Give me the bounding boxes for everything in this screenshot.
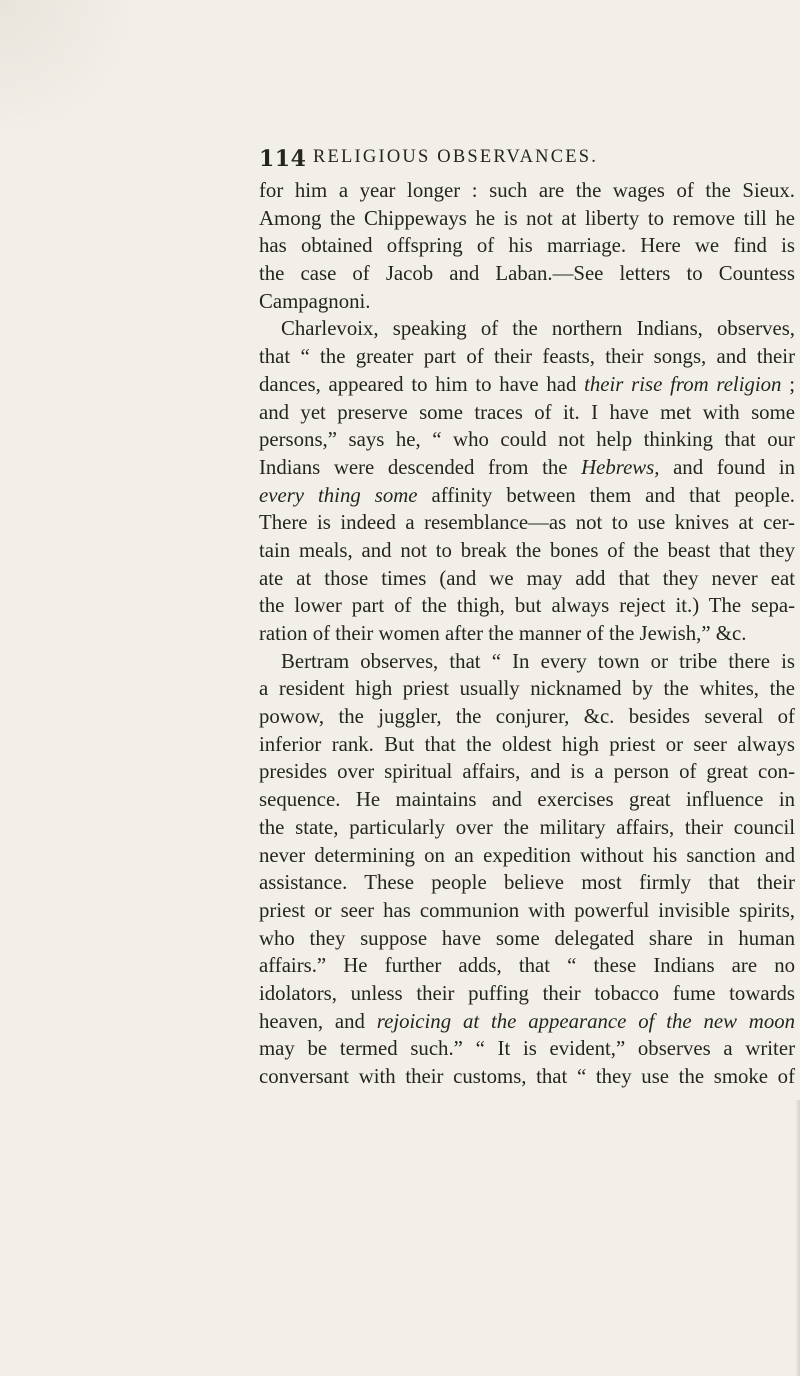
text-line: sequence. He maintains and exercises great influence in: [259, 788, 795, 812]
text-line: [259, 454, 795, 482]
page-edge: [795, 1100, 800, 1376]
text-line: Bertram observes, that “ In every town or tribe there is: [281, 649, 795, 673]
italic-phrase: rejoicing at the appearance of the new moon: [376, 1009, 796, 1033]
text-segment: dances, appeared to him to have had: [259, 372, 585, 396]
italic-phrase: every thing some: [259, 483, 418, 507]
text-line: the case of Jacob and Laban.—See letters to Countess: [259, 262, 795, 286]
italic-phrase: their rise from religion: [584, 372, 782, 396]
text-line: presides over spiritual affairs, and is a person of great con-: [259, 760, 795, 784]
text-line: [259, 482, 795, 510]
text-line: the lower part of the thigh, but always reject it.) The sepa-: [259, 594, 795, 618]
text-line: the state, particularly over the military affairs, their council: [259, 815, 795, 839]
body-text: [259, 177, 795, 1091]
text-line: assistance. These people believe most firmly that their: [259, 871, 795, 895]
text-line: ration of their women after the manner of the Jewish,” &c.: [259, 622, 747, 645]
text-line: inferior rank. But that the oldest high priest or seer always: [259, 732, 795, 756]
page-number: 114: [259, 146, 307, 172]
text-line: Charlevoix, speaking of the northern Indians, observes,: [281, 317, 795, 341]
text-line: persons,” says he, “ who could not help thinking that our: [259, 428, 795, 452]
text-line: a resident high priest usually nicknamed by the whites, the: [259, 677, 795, 701]
text-line: There is indeed a resemblance—as not to use knives at cer-: [259, 511, 795, 535]
text-line: [259, 371, 795, 399]
text-segment: heaven, and: [259, 1009, 377, 1033]
text-line: for him a year longer : such are the wages of the Sieux.: [259, 179, 795, 202]
text-line: priest or seer has communion with powerful invisible spirits,: [259, 898, 795, 922]
text-line: affairs.” He further adds, that “ these Indians are no: [259, 954, 795, 978]
text-line: has obtained offspring of his marriage. Here we find is: [259, 234, 795, 258]
text-line: never determining on an expedition without his sanction and: [259, 843, 795, 867]
text-line: may be termed such.” “ It is evident,” observes a writer: [259, 1037, 795, 1061]
text-line: and yet preserve some traces of it. I have met with some: [259, 400, 795, 424]
text-segment: Indians were descended from the: [259, 455, 582, 479]
text-line: conversant with their customs, that “ they use the smoke of: [259, 1065, 795, 1088]
text-line: idolators, unless their puffing their tobacco fume towards: [259, 981, 795, 1005]
text-segment: and found in: [659, 455, 795, 479]
page-shadow: [0, 0, 140, 140]
text-line: powow, the juggler, the conjurer, &c. besides several of: [259, 705, 795, 729]
text-line: ate at those times (and we may add that they never eat: [259, 566, 795, 590]
running-head: RELIGIOUS OBSERVANCES.: [313, 147, 599, 167]
text-segment: ;: [781, 372, 795, 396]
text-line: Among the Chippeways he is not at liberty to remove till he: [259, 206, 795, 230]
text-line: that “ the greater part of their feasts, their songs, and their: [259, 345, 795, 369]
text-line: Campagnoni.: [259, 289, 371, 313]
text-line: tain meals, and not to break the bones of the beast that they: [259, 538, 795, 562]
text-line: who they suppose have some delegated share in human: [259, 926, 795, 950]
text-line: [259, 1008, 795, 1036]
italic-phrase: Hebrews,: [581, 455, 660, 479]
text-segment: affinity between them and that people.: [417, 483, 795, 507]
